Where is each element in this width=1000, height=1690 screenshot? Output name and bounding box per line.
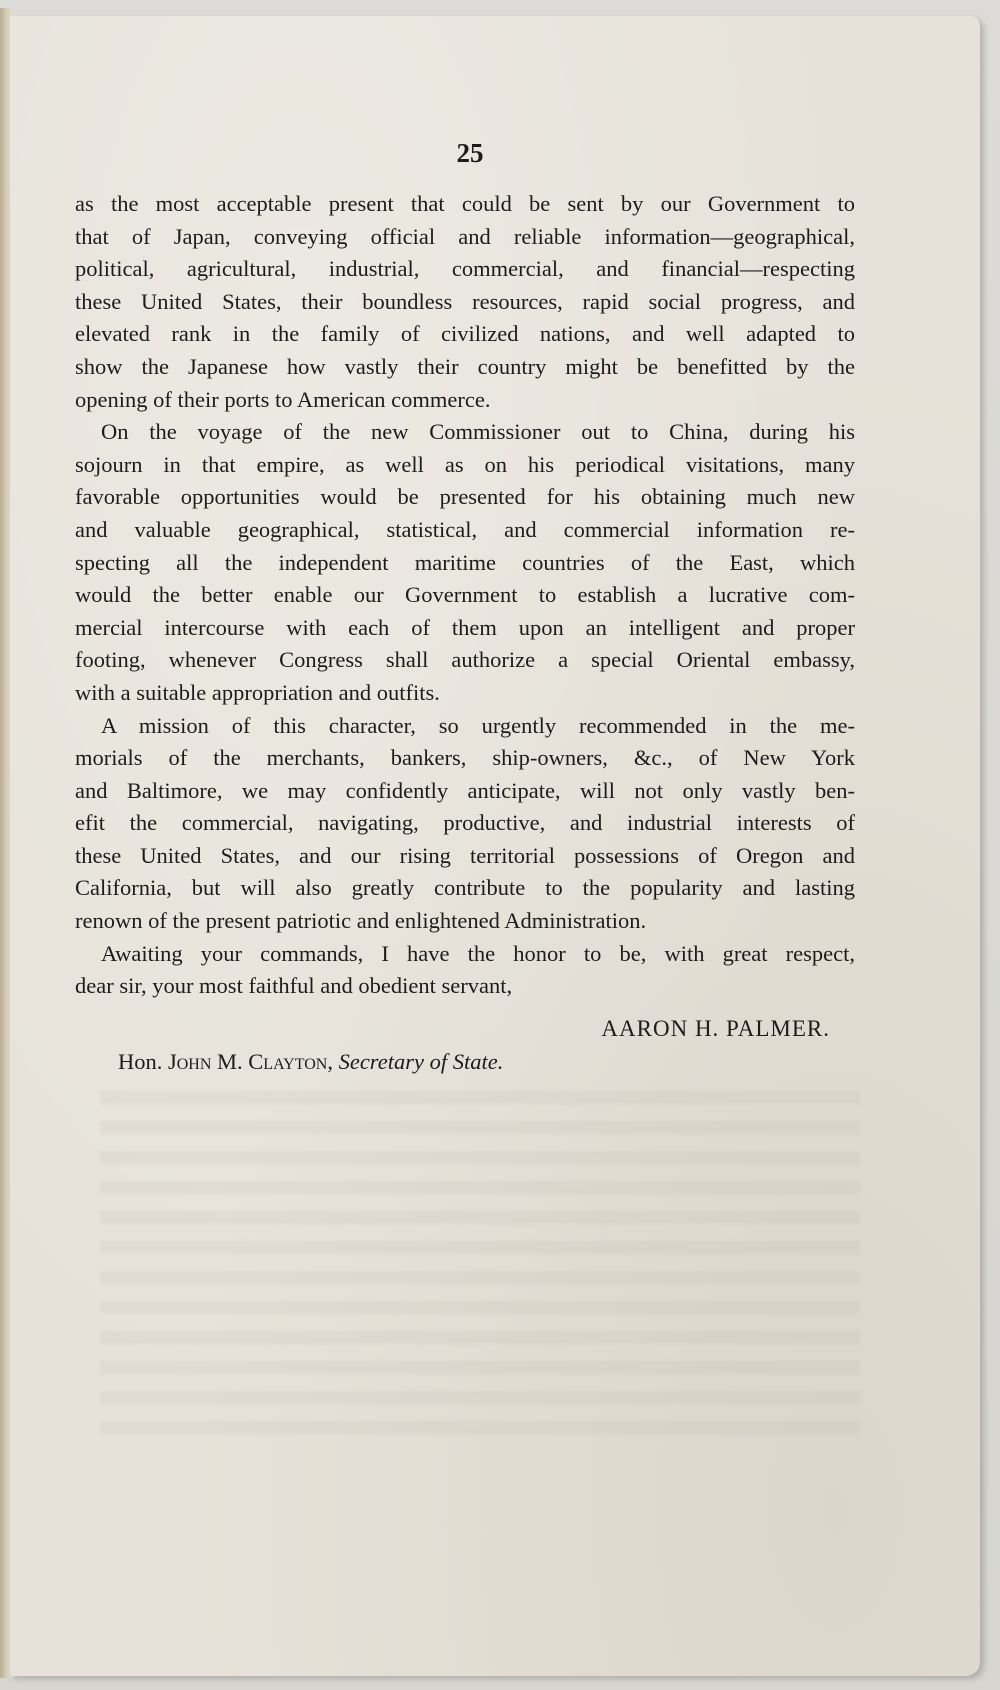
text-line: political, agricultural, industrial, commercial, and financial—respecting [75, 256, 855, 282]
text-line: would the better enable our Government to establish a lucrative com- [75, 582, 855, 608]
text-line: and valuable geographical, statistical, and commercial information re- [75, 516, 855, 542]
text-line: dear sir, your most faithful and obedient servant, [75, 973, 513, 999]
text-line: renown of the present patriotic and enlightened Administration. [75, 908, 647, 934]
addressee-separator: , [327, 1049, 333, 1074]
text-line: efit the commercial, navigating, productive, and industrial interests of [75, 810, 855, 836]
show-through-text [100, 1076, 860, 1446]
text-line: with a suitable appropriation and outfits. [75, 679, 440, 705]
text-line: these United States, their boundless resources, rapid social progress, and [75, 288, 855, 314]
paragraph [75, 188, 855, 416]
paragraph [75, 938, 855, 1003]
letter-body [75, 188, 855, 1003]
text-line: as the most acceptable present that could be sent by our Government to [75, 191, 855, 216]
paragraph [75, 710, 855, 938]
addressee-title: Secretary of State. [338, 1049, 504, 1074]
text-line: A mission of this character, so urgently recommended in the me- [101, 712, 855, 738]
text-line: these United States, and our rising territorial possessions of Oregon and [75, 842, 855, 868]
text-line: show the Japanese how vastly their country might be benefitted by the [75, 353, 855, 379]
signature: AARON H. PALMER. [601, 1016, 830, 1041]
text-line: mercial intercourse with each of them upon an intelligent and proper [75, 614, 855, 640]
addressee [118, 1049, 503, 1075]
text-line: On the voyage of the new Commissioner out to China, during his [101, 419, 855, 445]
text-line: specting all the independent maritime countries of the East, which [75, 549, 855, 575]
text-line: footing, whenever Congress shall authorize a special Oriental embassy, [75, 647, 855, 673]
text-line: that of Japan, conveying official and reliable information—geographical, [75, 223, 855, 249]
addressee-prefix: Hon. [118, 1049, 163, 1074]
text-line: and Baltimore, we may confidently anticipate, will not only vastly ben- [75, 777, 855, 803]
text-line: elevated rank in the family of civilized nations, and well adapted to [75, 321, 855, 347]
book-page [10, 16, 980, 1676]
addressee-name: John M. Clayton [168, 1049, 328, 1074]
paragraph [75, 416, 855, 709]
text-line: sojourn in that empire, as well as on his periodical visitations, many [75, 451, 855, 477]
text-line: California, but will also greatly contribute to the popularity and lasting [75, 875, 855, 901]
text-line: favorable opportunities would be presented for his obtaining much new [75, 484, 855, 510]
text-line: Awaiting your commands, I have the honor to be, with great respect, [101, 940, 855, 966]
page-number: 25 [456, 138, 484, 168]
text-line: opening of their ports to American commerce. [75, 386, 491, 412]
text-line: morials of the merchants, bankers, ship-owners, &c., of New York [75, 745, 855, 771]
